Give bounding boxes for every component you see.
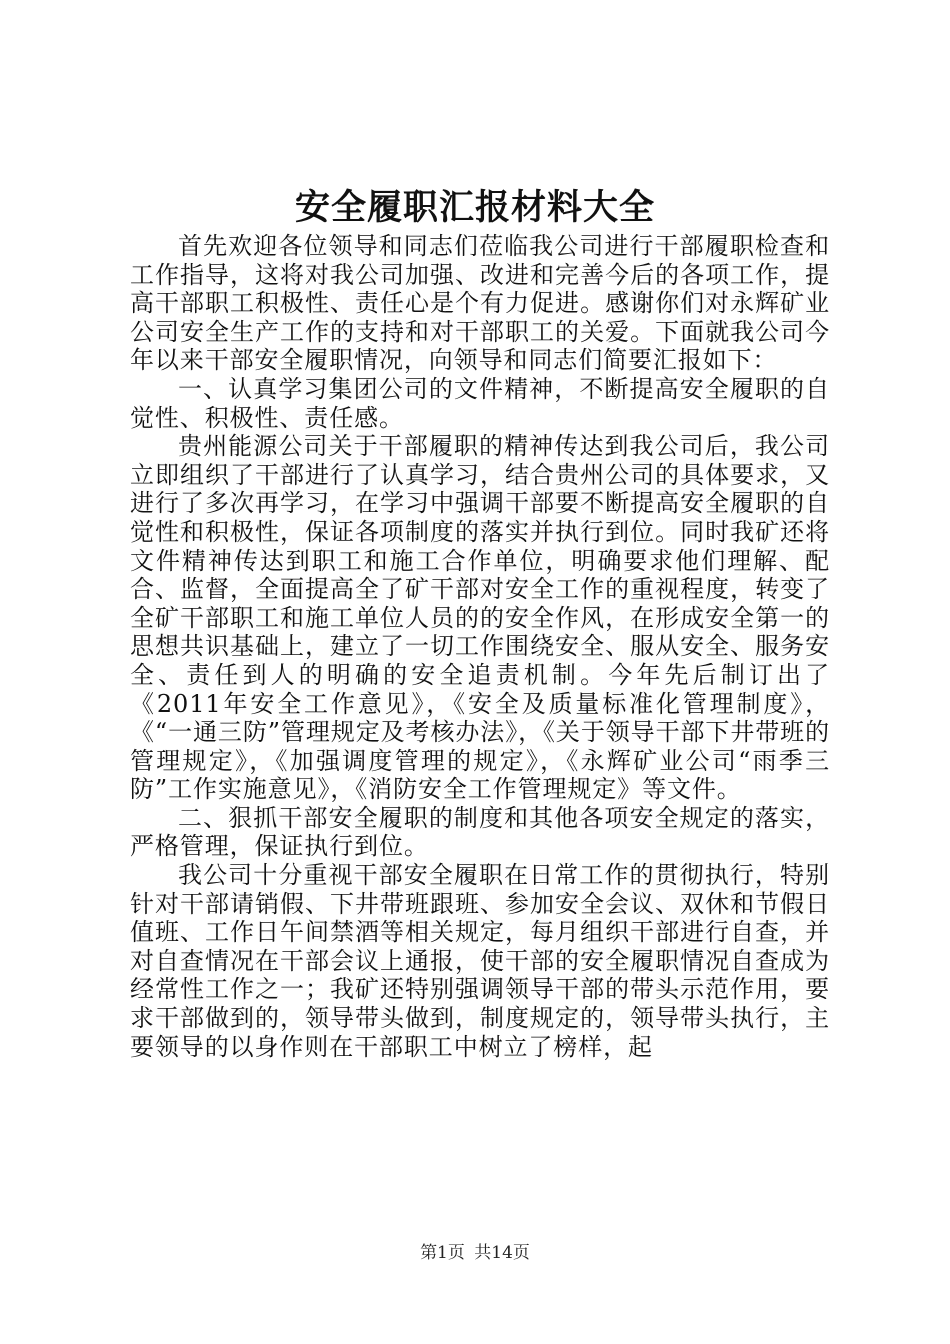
paragraph-section-two-heading: 二、狠抓干部安全履职的制度和其他各项安全规定的落实，严格管理，保证执行到位。 [130, 803, 830, 861]
total-pages: 共14页 [474, 1243, 530, 1263]
document-title: 安全履职汇报材料大全 [294, 187, 655, 228]
page-footer [0, 1241, 950, 1265]
page-number: 第1页 [420, 1243, 465, 1263]
paragraph-section-two-body: 我公司十分重视干部安全履职在日常工作的贯彻执行，特别针对干部请销假、下井带班跟班、参加安全会议、双休和节假日值班、工作日午间禁酒等相关规定，每月组织干部进行自查，并对自查情况在干部会议上通报，使干部的安全履职情况自查成为经常性工作之一；我矿还特别强调领导干部的带头示范作用，要求干部做到的，领导带头做到，制度规定的，领导带头执行，主要领导的以身作则在干部职工中树立了榜样，起 [130, 861, 830, 1061]
document-body [130, 232, 830, 1061]
paragraph-section-one-heading: 一、认真学习集团公司的文件精神，不断提高安全履职的自觉性、积极性、责任感。 [130, 374, 830, 432]
paragraph-section-one-body: 贵州能源公司关于干部履职的精神传达到我公司后，我公司立即组织了干部进行了认真学习，结合贵州公司的具体要求，又进行了多次再学习，在学习中强调干部要不断提高安全履职的自觉性和积极性，保证各项制度的落实并执行到位。同时我矿还将文件精神传达到职工和施工合作单位，明确要求他们理解、配合、监督，全面提高全了矿干部对安全工作的重视程度，转变了全矿干部职工和施工单位人员的的安全作风，在形成安全第一的思想共识基础上，建立了一切工作围绕安全、服从安全、服务安全、责任到人的明确的安全追责机制。今年先后制订出了《2011年安全工作意见》，《安全及质量标准化管理制度》，《“一通三防”管理规定及考核办法》，《关于领导干部下井带班的管理规定》，《加强调度管理的规定》，《永辉矿业公司“雨季三防”工作实施意见》，《消防安全工作管理规定》等文件。 [130, 432, 830, 804]
paragraph-intro: 首先欢迎各位领导和同志们莅临我公司进行干部履职检查和工作指导，这将对我公司加强、改进和完善今后的各项工作，提高干部职工积极性、责任心是个有力促进。感谢你们对永辉矿业公司安全生产工作的支持和对干部职工的关爱。下面就我公司今年以来干部安全履职情况，向领导和同志们简要汇报如下： [130, 232, 830, 375]
